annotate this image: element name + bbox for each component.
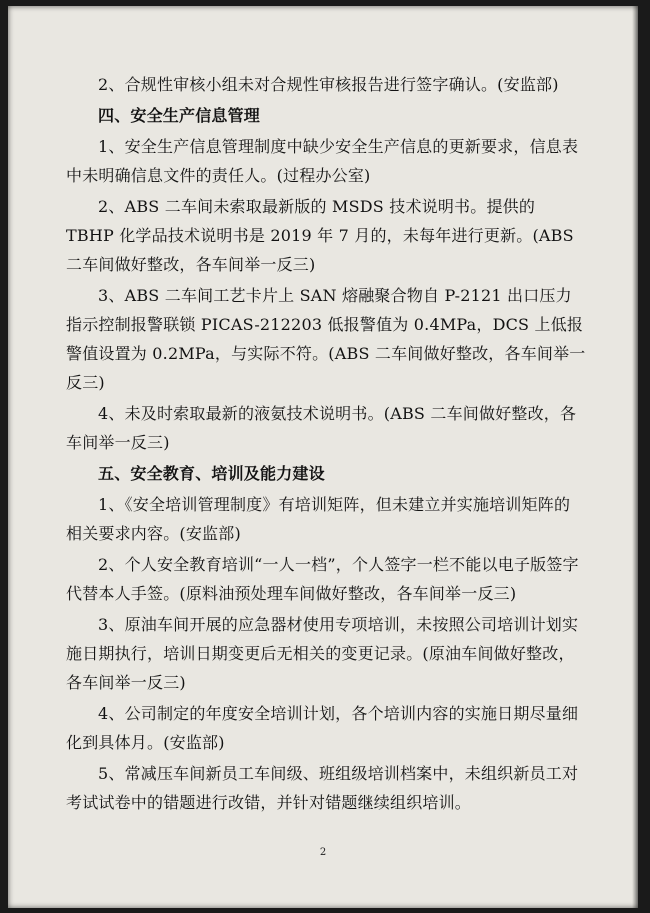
paragraph: 2、ABS 二车间未索取最新版的 MSDS 技术说明书。提供的 TBHP 化学品技术说明书是 2019 年 7 月的，未每年进行更新。(ABS 二车间做好整改，各车间举一反三): [66, 197, 574, 274]
paragraph: 2、合规性审核小组未对合规性审核报告进行签字确认。(安监部): [98, 75, 559, 94]
section-heading: 四、安全生产信息管理: [98, 106, 261, 125]
scan-edge-shadow: [632, 6, 638, 908]
paragraph: 1、《安全培训管理制度》有培训矩阵，但未建立并实施培训矩阵的相关要求内容。(安监部): [66, 495, 571, 543]
paragraph: 4、未及时索取最新的液氨技术说明书。(ABS 二车间做好整改，各车间举一反三): [66, 404, 577, 452]
document-body: [66, 70, 586, 819]
paragraph: 5、常减压车间新员工车间级、班组级培训档案中，未组织新员工对考试试卷中的错题进行改错，并针对错题继续组织培训。: [66, 764, 579, 812]
document-page: [8, 6, 638, 908]
page-number: 2: [319, 847, 327, 858]
paragraph: 3、原油车间开展的应急器材使用专项培训，未按照公司培训计划实施日期执行，培训日期变更后无相关的变更记录。(原油车间做好整改，各车间举一反三): [66, 615, 579, 692]
paragraph: 3、ABS 二车间工艺卡片上 SAN 熔融聚合物自 P-2121 出口压力指示控制报警联锁 PICAS-212203 低报警值为 0.4MPa，DCS 上低报警值设置为 0.2MPa，与实际不符。(ABS 二车间做好整改，各车间举一反三): [66, 286, 586, 392]
paragraph: 1、安全生产信息管理制度中缺少安全生产信息的更新要求，信息表中未明确信息文件的责任人。(过程办公室): [66, 137, 579, 185]
paragraph: 4、公司制定的年度安全培训计划，各个培训内容的实施日期尽量细化到具体月。(安监部): [66, 704, 579, 752]
section-heading: 五、安全教育、培训及能力建设: [98, 464, 325, 483]
paragraph: 2、个人安全教育培训“一人一档”，个人签字一栏不能以电子版签字代替本人手签。(原料油预处理车间做好整改，各车间举一反三): [66, 555, 579, 603]
